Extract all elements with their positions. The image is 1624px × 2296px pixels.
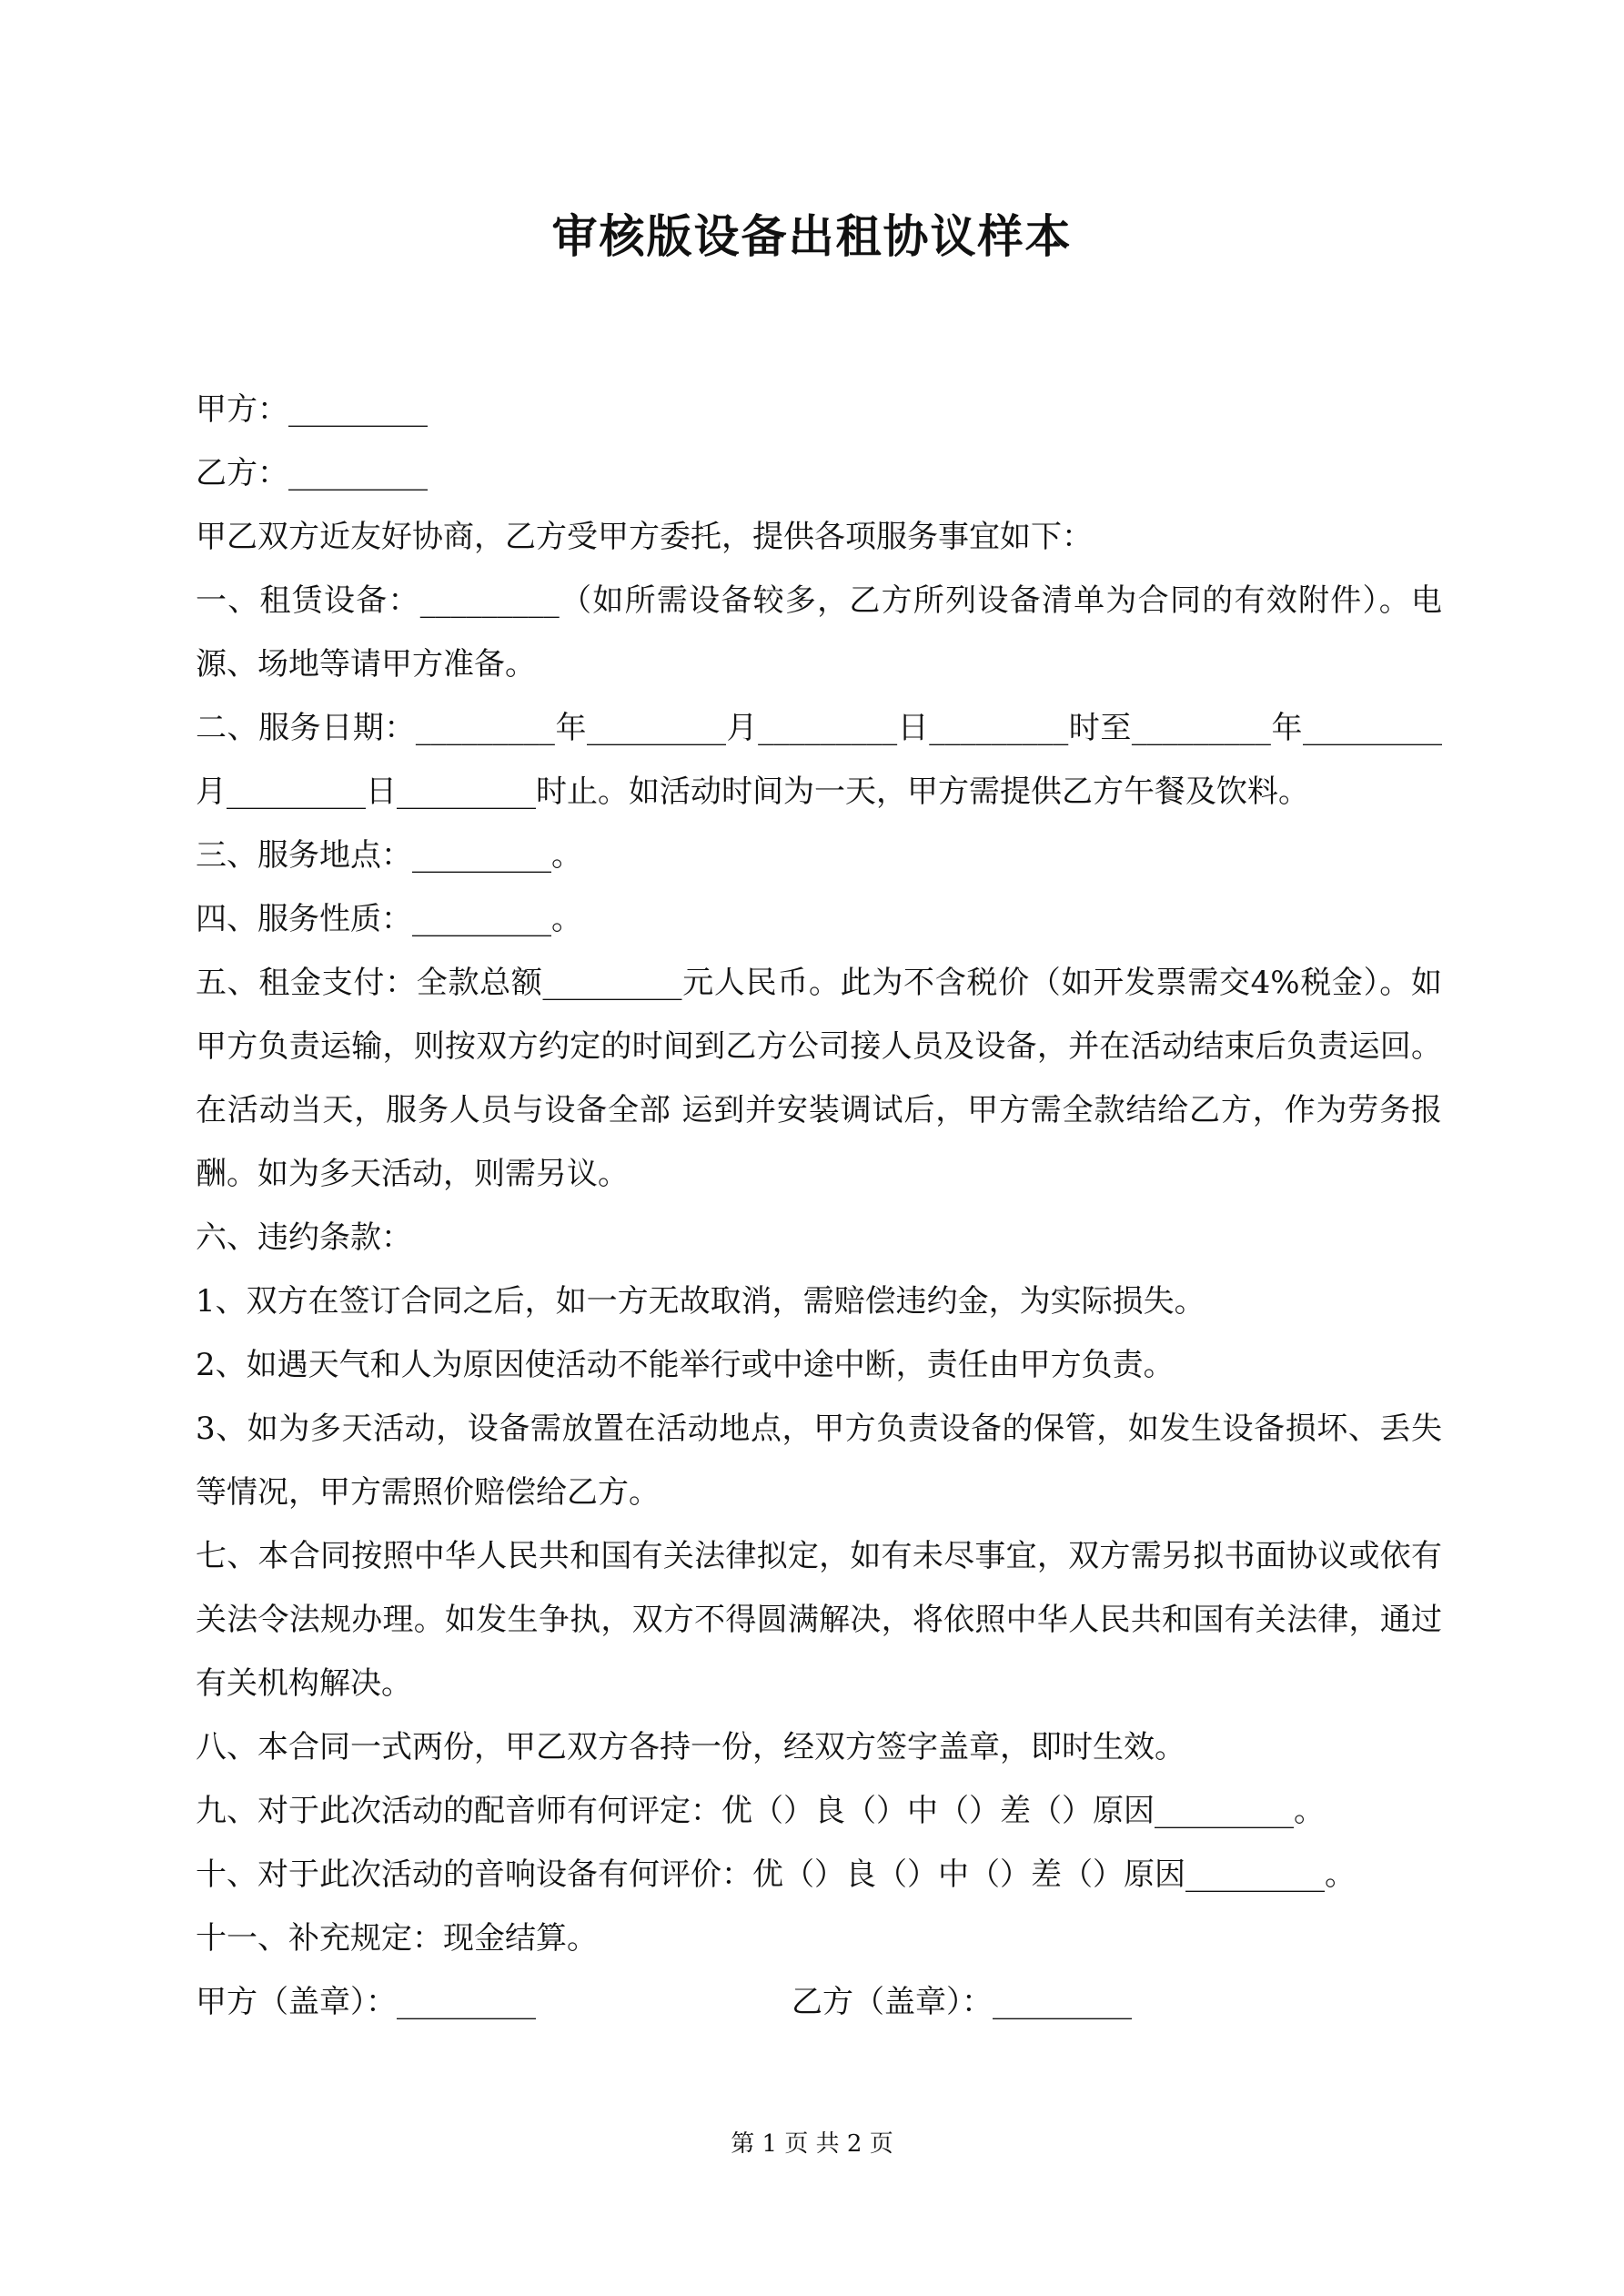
document-title: 审核版设备出租协议样本	[551, 209, 1073, 263]
clause-9-voice-rating: 九、对于此次活动的配音师有何评定：优（）良（）中（）差（）原因_________。	[196, 1793, 1325, 1829]
clause-2-service-date: 二、服务日期：_________年_________月_________日_________时至_________年_________月_________日_________时止。如活动时间为一天，甲方需提供乙方午餐及饮料。	[196, 710, 1442, 810]
clause-1-equipment: 一、租赁设备：_________（如所需设备较多，乙方所列设备清单为合同的有效附件）。电源、场地等请甲方准备。	[196, 582, 1442, 683]
clause-6-item-2: 2、如遇天气和人为原因使活动不能举行或中途中断，责任由甲方负责。	[196, 1347, 1175, 1383]
clause-6-item-1: 1、双方在签订合同之后，如一方无故取消，需赔偿违约金，为实际损失。	[196, 1283, 1205, 1320]
clause-10-audio-rating: 十、对于此次活动的音响设备有何评价：优（）良（）中（）差（）原因_________。	[196, 1856, 1356, 1893]
page-number-footer: 第 1 页 共 2 页	[731, 2130, 893, 2158]
clause-6-item-3: 3、如为多天活动，设备需放置在活动地点，甲方负责设备的保管，如发生设备损坏、丢失等情况，甲方需照价赔偿给乙方。	[196, 1411, 1442, 1511]
intro-paragraph: 甲乙双方近友好协商，乙方受甲方委托，提供各项服务事宜如下：	[196, 519, 1093, 555]
party-a-seal: 甲方（盖章）：_________	[196, 1984, 536, 2020]
clause-6-heading: 六、违约条款：	[196, 1219, 412, 1256]
clause-4-service-nature: 四、服务性质：_________。	[196, 901, 582, 937]
document-body	[196, 378, 1442, 2034]
clause-11-supplement: 十一、补充规定：现金结算。	[196, 1920, 598, 1957]
party-b-line: 乙方：_________	[196, 455, 428, 491]
party-b-seal: 乙方（盖章）：_________	[792, 1984, 1132, 2020]
party-a-line: 甲方：_________	[196, 391, 428, 428]
clause-3-service-location: 三、服务地点：_________。	[196, 837, 582, 874]
clause-8-copies: 八、本合同一式两份，甲乙双方各持一份，经双方签字盖章，即时生效。	[196, 1729, 1185, 1765]
signature-line	[196, 1970, 1442, 2034]
clause-7-law: 七、本合同按照中华人民共和国有关法律拟定，如有未尽事宜，双方需另拟书面协议或依有关法令法规办理。如发生争执，双方不得圆满解决，将依照中华人民共和国有关法律，通过有关机构解决。	[196, 1538, 1442, 1702]
clause-5-payment: 五、租金支付：全款总额_________元人民币。此为不含税价（如开发票需交4%税金）。如甲方负责运输，则按双方约定的时间到乙方公司接人员及设备，并在活动结束后负责运回。在活动当天，服务人员与设备全部 运到并安装调试后，甲方需全款结给乙方，作为劳务报酬。如为多天活动，则需另议。	[196, 965, 1442, 1192]
